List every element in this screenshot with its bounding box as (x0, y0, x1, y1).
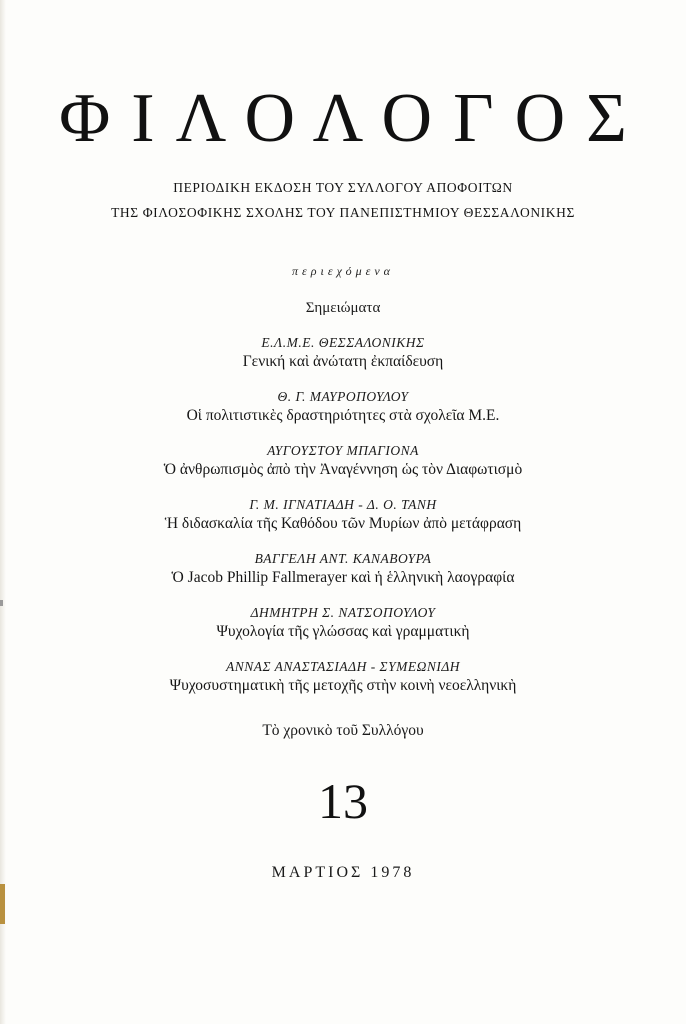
society-chronicle: Τὸ χρονικὸ τοῦ Συλλόγου (262, 722, 424, 739)
toc-author: ΑΥΓΟΥΣΤΟΥ ΜΠΑΓΙΟΝΑ (267, 443, 419, 458)
journal-subtitle-line2: ΤΗΣ ΦΙΛΟΣΟΦΙΚΗΣ ΣΧΟΛΗΣ ΤΟΥ ΠΑΝΕΠΙΣΤΗΜΙΟΥ ΘΕΣΣΑΛΟΝΙΚΗΣ (111, 205, 575, 220)
journal-subtitle-line1: ΠΕΡΙΟΔΙΚΗ ΕΚΔΟΣΗ ΤΟΥ ΣΥΛΛΟΓΟΥ ΑΠΟΦΟΙΤΩΝ (173, 180, 513, 195)
journal-title: ΦΙΛΟΛΟΓΟΣ (59, 80, 648, 157)
toc-article-title: Ἡ διδασκαλία τῆς Καθόδου τῶν Μυρίων ἀπὸ μετάφραση (164, 515, 522, 532)
toc-author: Γ. Μ. ΙΓΝΑΤΙΑΔΗ - Δ. Ο. ΤΑΝΗ (249, 497, 437, 512)
toc-article-title: Ψυχοσυστηματικὴ τῆς μετοχῆς στὴν κοινὴ νεοελληνικὴ (169, 677, 517, 694)
issue-date: ΜΑΡΤΙΟΣ 1978 (271, 864, 415, 881)
contents-label: περιεχόμενα (292, 264, 394, 278)
toc-entry (0, 442, 686, 496)
toc-author: Θ. Γ. ΜΑΥΡΟΠΟΥΛΟΥ (277, 389, 409, 404)
toc-author: ΒΑΓΓΕΛΗ ΑΝΤ. ΚΑΝΑΒΟΥΡΑ (254, 551, 432, 566)
issue-number: 13 (318, 773, 368, 829)
toc-entry (0, 550, 686, 604)
toc-article-title: Ὁ ἀνθρωπισμὸς ἀπὸ τὴν Ἀναγέννηση ὡς τὸν Διαφωτισμὸ (163, 461, 523, 478)
edge-stain (0, 884, 5, 924)
toc-article-title: Οἱ πολιτιστικὲς δραστηριότητες στὰ σχολεῖα Μ.Ε. (186, 407, 500, 424)
notes-heading: Σημειώματα (305, 300, 381, 316)
toc-entry (0, 604, 686, 658)
toc-author: Ε.Λ.Μ.Ε. ΘΕΣΣΑΛΟΝΙΚΗΣ (261, 335, 425, 350)
toc-article-title: Ψυχολογία τῆς γλώσσας καὶ γραμματικὴ (216, 623, 470, 640)
toc-author: ΑΝΝΑΣ ΑΝΑΣΤΑΣΙΑΔΗ - ΣΥΜΕΩΝΙΔΗ (225, 659, 461, 674)
toc-article-title: Γενική καὶ ἀνώτατη ἐκπαίδευση (242, 353, 444, 370)
table-of-contents (0, 334, 686, 712)
toc-entry (0, 334, 686, 388)
toc-article-title: Ὁ Jacob Phillip Fallmerayer καὶ ἡ ἑλληνικὴ λαογραφία (171, 569, 515, 586)
toc-entry (0, 496, 686, 550)
toc-entry (0, 658, 686, 712)
toc-author: ΔΗΜΗΤΡΗ Σ. ΝΑΤΣΟΠΟΥΛΟΥ (250, 605, 436, 620)
toc-entry (0, 388, 686, 442)
